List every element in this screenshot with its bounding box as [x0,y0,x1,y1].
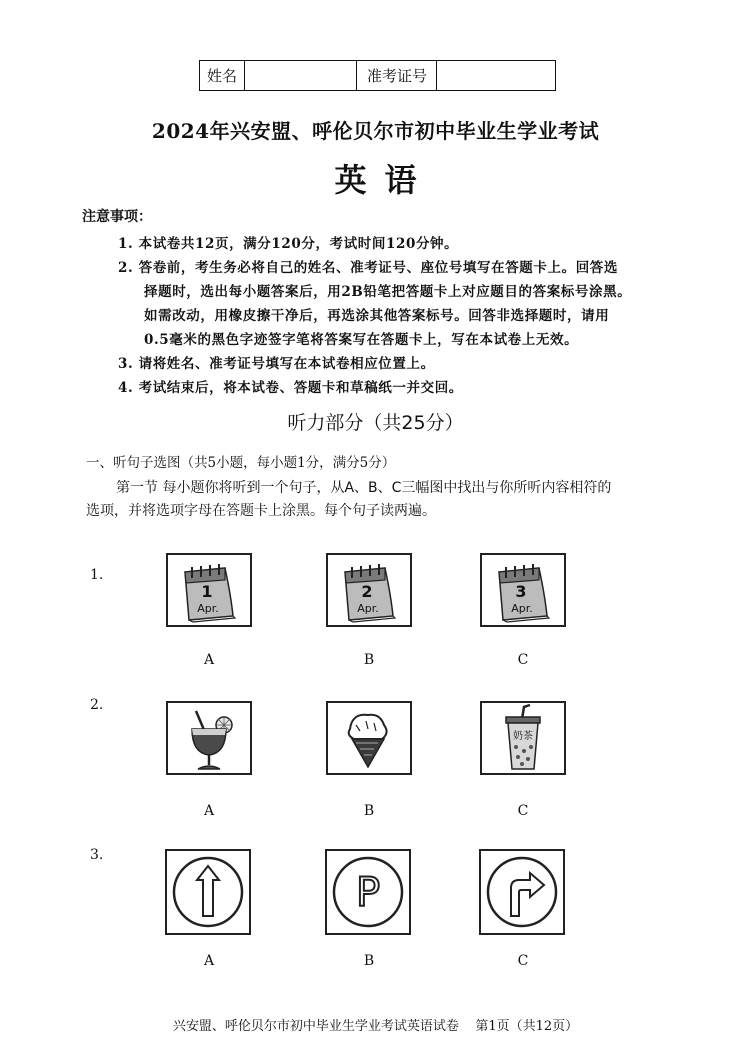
notice-item-4: 4. 考试结束后，将本试卷、答题卡和草稿纸一并交回。 [118,380,463,396]
straight-ahead-sign-icon [170,854,246,930]
q3-option-a-image[interactable] [165,849,251,935]
q2-option-c-image[interactable] [480,701,566,775]
q1-option-b-image[interactable] [326,553,412,627]
notice-item-1: 1. 本试卷共12页，满分120分，考试时间120分钟。 [118,236,459,252]
calendar-day: 3 [515,582,527,601]
notice-item-3: 3. 请将姓名、准考证号填写在本试卷相应位置上。 [118,356,435,372]
q2-option-b-letter: B [363,803,375,819]
section-title: 听力部分（共25分） [287,412,464,434]
question-2-number: 2. [90,697,104,713]
exam-title: 2024年兴安盟、呼伦贝尔市初中毕业生学业考试 [151,119,600,143]
q3-option-a-letter: A [203,953,215,969]
q1-option-c-image[interactable] [480,553,566,627]
cup-text: 奶茶 [513,731,533,742]
calendar-icon [489,556,557,624]
q1-option-a-letter: A [203,652,215,668]
exam-id-label: 准考证号 [357,61,437,90]
calendar-month: Apr. [511,602,533,615]
name-label: 姓名 [200,61,245,90]
subject-title: 英语 [334,161,435,199]
instructions-line-2: 选项，并将选项字母在答题卡上涂黑。每个句子读两遍。 [86,503,436,519]
q3-option-c-image[interactable] [479,849,565,935]
notice-item-2: 2. 答卷前，考生务必将自己的姓名、准考证号、座位号填写在答题卡上。回答选 [118,260,618,276]
question-1-number: 1. [90,567,104,583]
cocktail-glass-icon [174,703,244,773]
q2-option-b-image[interactable] [326,701,412,775]
exam-id-field[interactable] [437,61,555,90]
calendar-icon [335,556,403,624]
ice-cream-cone-icon [334,703,404,773]
q1-option-c-letter: C [517,652,529,668]
notice-item-2-line-3: 如需改动，用橡皮擦干净后，再选涂其他答案标号。回答非选择题时，请用 [144,308,610,324]
calendar-month: Apr. [197,602,219,615]
milk-tea-cup-icon [488,703,558,773]
part-1-title: 一、听句子选图（共5小题，每小题1分，满分5分） [86,455,396,471]
q2-option-a-letter: A [203,803,215,819]
calendar-icon [175,556,243,624]
name-field[interactable] [245,61,357,90]
parking-sign-icon [330,854,406,930]
q3-option-c-letter: C [517,953,529,969]
page-footer: 兴安盟、呼伦贝尔市初中毕业生学业考试英语试卷 第1页（共12页） [172,1019,579,1034]
parking-letter: P [355,870,381,916]
q2-option-c-letter: C [517,803,529,819]
candidate-info-table [199,60,556,91]
question-3-number: 3. [90,847,104,863]
q3-option-b-letter: B [363,953,375,969]
instructions-line-1: 第一节 每小题你将听到一个句子，从A、B、C三幅图中找出与你所听内容相符的 [116,480,612,496]
q2-option-a-image[interactable] [166,701,252,775]
notice-heading: 注意事项： [82,209,152,225]
q1-option-a-image[interactable] [166,553,252,627]
turn-right-sign-icon [484,854,560,930]
calendar-month: Apr. [357,602,379,615]
calendar-day: 1 [201,582,213,601]
q3-option-b-image[interactable] [325,849,411,935]
q1-option-b-letter: B [363,652,375,668]
notice-item-2-line-2: 择题时，选出每小题答案后，用2B铅笔把答题卡上对应题目的答案标号涂黑。 [144,284,632,300]
notice-item-2-line-4: 0.5毫米的黑色字迹签字笔将答案写在答题卡上，写在本试卷上无效。 [144,332,579,348]
calendar-day: 2 [361,582,373,601]
